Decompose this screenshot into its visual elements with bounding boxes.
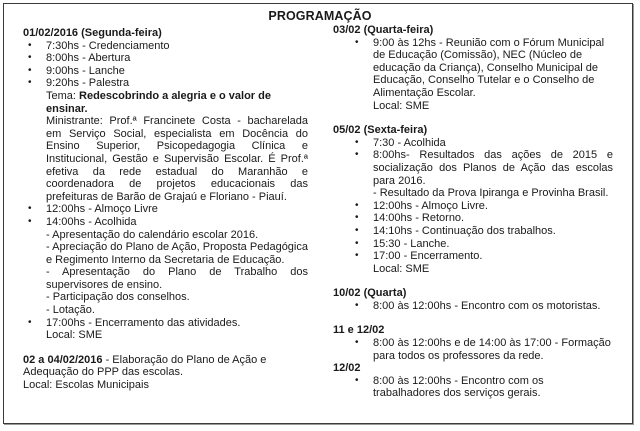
date-heading: 05/02 (Sexta-feira) <box>333 124 428 137</box>
bullet-icon <box>28 216 32 229</box>
theme-value: Redescobrindo a alegria e o valor de ensinar. <box>46 89 271 115</box>
right-column <box>333 24 613 400</box>
list-item <box>23 52 308 65</box>
period-text: - Elaboração do Plano de Ação e Adequação do PPP das escolas. <box>23 353 267 379</box>
day-section-1112 <box>333 324 613 362</box>
bullet-icon <box>355 250 359 263</box>
schedule-list <box>333 337 613 362</box>
schedule-list <box>23 40 308 342</box>
date-heading: 01/02/2016 (Segunda-feira) <box>23 27 162 39</box>
list-item <box>333 375 613 400</box>
item-text: 12:00hs - Almoço Livre <box>46 203 158 216</box>
location-text: Local: SME <box>46 329 103 342</box>
bullet-icon <box>355 300 359 313</box>
bullet-icon <box>28 52 32 65</box>
bullet-icon <box>355 149 359 162</box>
bullet-icon <box>355 225 359 238</box>
item-text: 7:30hs - Credenciamento <box>46 39 170 52</box>
item-text: 8:00 às 12:00hs - Encontro com os trabalhadores dos serviços gerais. <box>373 374 544 400</box>
list-item <box>333 149 613 199</box>
bullet-icon <box>355 375 359 388</box>
list-item <box>23 216 308 317</box>
item-text: 9:00hs - Lanche <box>46 64 125 77</box>
date-heading: 03/02 (Quarta-feira) <box>333 24 434 36</box>
list-item <box>333 337 613 362</box>
item-text: 8:00 às 12:00hs e de 14:00 às 17:00 - Formação para todos os professores da rede. <box>373 337 611 362</box>
list-item <box>333 137 613 150</box>
list-item <box>333 37 613 113</box>
sub-item: - Apreciação do Plano de Ação, Proposta Pedagógica e Regimento Interno da Secretaria de Educação. <box>46 241 308 266</box>
item-text: 7:30 - Acolhida <box>373 136 446 149</box>
location-text: Local: Escolas Municipais <box>23 379 149 392</box>
lecture-theme <box>46 90 308 115</box>
item-text: 9:20hs - Palestra <box>46 77 130 90</box>
bullet-icon <box>28 317 32 330</box>
schedule-list <box>333 300 613 313</box>
bullet-icon <box>355 137 359 150</box>
item-text: 17:00 - Encerramento. <box>373 250 483 263</box>
bullet-icon <box>28 65 32 78</box>
schedule-list <box>333 37 613 113</box>
sub-item: - Apresentação do calendário escolar 2016. <box>46 228 259 241</box>
list-item <box>23 203 308 216</box>
left-column <box>23 27 308 392</box>
period-description <box>23 354 308 379</box>
item-text: 8:00hs- Resultados das ações de 2015 e socialização dos Planos de Ação das escolas para 2016. <box>373 149 613 187</box>
sub-item: - Apresentação do Plano de Trabalho dos supervisores de ensino. <box>46 266 308 291</box>
item-text: 12:00hs - Almoço Livre. <box>373 199 488 212</box>
period-date: 02 a 04/02/2016 <box>23 353 103 366</box>
list-item <box>333 200 613 213</box>
list-item <box>23 317 308 342</box>
bullet-icon <box>355 37 359 50</box>
item-text: 8:00 às 12:00hs - Encontro com os motoristas. <box>373 299 601 312</box>
item-text: 8:00hs - Abertura <box>46 52 131 65</box>
bullet-icon <box>28 40 32 53</box>
day-section-0502 <box>333 124 613 275</box>
theme-label: Tema: <box>46 89 80 102</box>
list-item <box>23 77 308 203</box>
lecturer-bio: Ministrante: Prof.ª Francinete Costa - bacharelada em Serviço Social, especialista em Docência do Ensino Superior, Psicopedagogia Clínica e Institucional, Gestão e Supervisão Escolar. É Prof.ª efetiva da rede estadual do Maranhão e coordenadora de projetos educacionais das prefeituras de Barão de Grajaú e Floriano - Piauí. <box>46 115 308 203</box>
day-section-1002 <box>333 287 613 312</box>
spacer <box>333 112 613 124</box>
document-title: PROGRAMAÇÃO <box>268 9 372 23</box>
day-section-0302 <box>333 24 613 112</box>
list-item <box>333 212 613 225</box>
item-text: 9:00 às 12hs - Reunião com o Fórum Municipal de Educação (Comissão), NEC (Núcleo de educação da Criança), Conselho Municipal de Educação, Conselho Tutelar e o Conselho de Alimentação Escolar. <box>373 36 605 99</box>
item-text: 17:00hs - Encerramento das atividades. <box>46 316 241 329</box>
date-heading: 10/02 (Quarta) <box>333 287 407 300</box>
sub-item: - Lotação. <box>46 304 95 317</box>
location-text: Local: SME <box>373 99 430 112</box>
list-item <box>333 225 613 238</box>
list-item <box>23 40 308 53</box>
spacer <box>333 312 613 324</box>
list-item <box>333 300 613 313</box>
bullet-icon <box>355 238 359 251</box>
bullet-icon <box>355 200 359 213</box>
bullet-icon <box>28 203 32 216</box>
item-text: 14:10hs - Continuação dos trabalhos. <box>373 224 556 237</box>
sub-item: - Participação dos conselhos. <box>46 291 190 304</box>
day-section-0102 <box>23 27 308 342</box>
bullet-icon <box>28 77 32 90</box>
item-text: 15:30 - Lanche. <box>373 237 450 250</box>
list-item <box>23 65 308 78</box>
day-section-1202 <box>333 362 613 400</box>
sub-item: - Resultado da Prova Ipiranga e Provinha Brasil. <box>373 187 609 200</box>
item-text: 14:00hs - Retorno. <box>373 212 465 225</box>
spacer <box>333 275 613 287</box>
list-item <box>333 250 613 275</box>
date-heading: 12/02 <box>333 362 361 375</box>
list-item <box>333 238 613 251</box>
date-heading: 11 e 12/02 <box>333 324 385 337</box>
schedule-list <box>333 137 613 276</box>
bullet-icon <box>355 337 359 350</box>
bullet-icon <box>355 212 359 225</box>
item-text: 14:00hs - Acolhida <box>46 215 137 228</box>
schedule-list <box>333 375 613 400</box>
location-text: Local: SME <box>373 262 430 275</box>
spacer <box>23 342 308 354</box>
period-section-0204 <box>23 354 308 392</box>
